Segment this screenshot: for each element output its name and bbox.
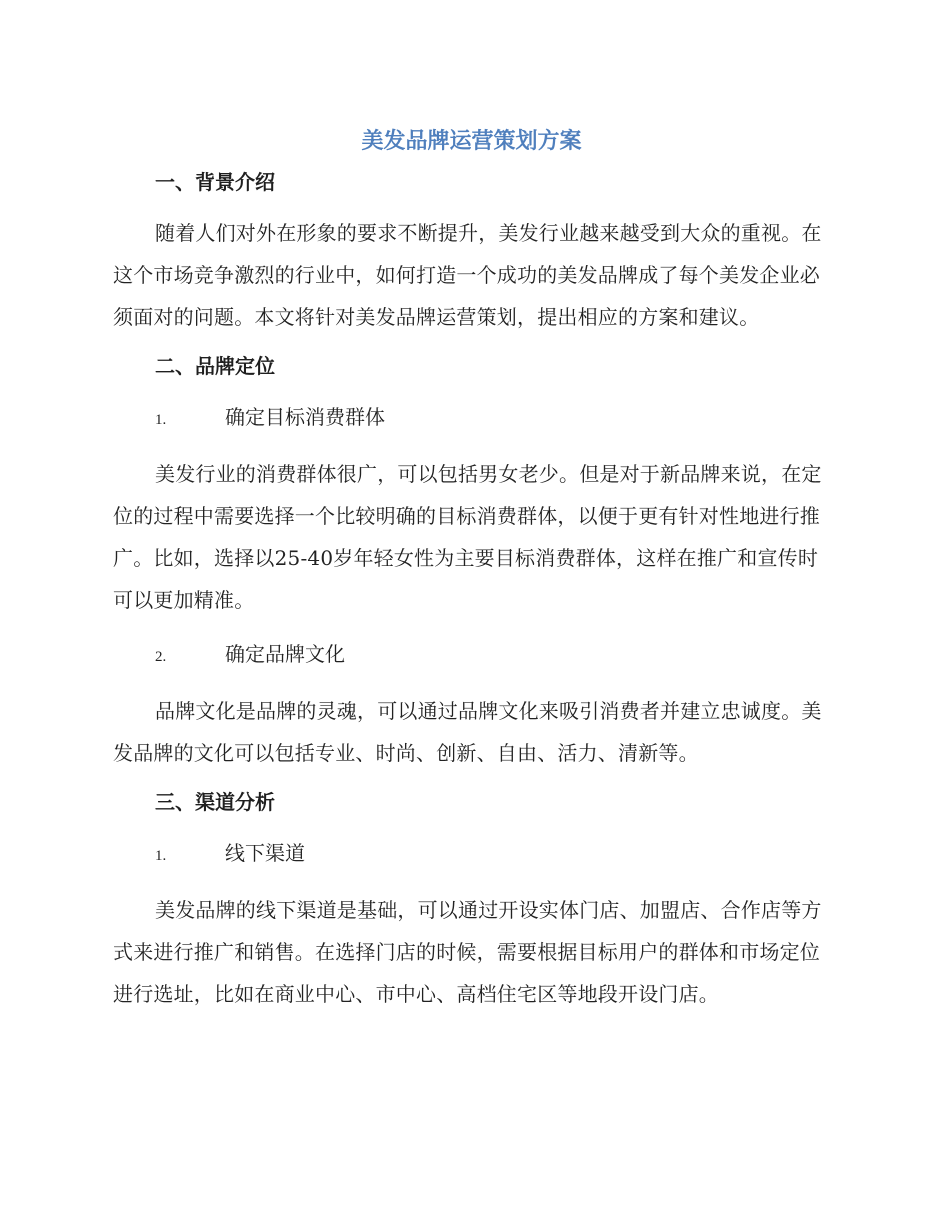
subsection-brand-culture: [155, 633, 830, 678]
subsection-offline-channel: [155, 832, 830, 877]
section-heading-brand-positioning: 二、品牌定位: [155, 354, 275, 378]
subsection-number: 2.: [155, 649, 167, 665]
subsection-title: 确定目标消费群体: [225, 405, 385, 429]
section-heading-channel-analysis: 三、渠道分析: [155, 790, 275, 814]
target-audience-paragraph: 美发行业的消费群体很广，可以包括男女老少。但是对于新品牌来说，在定位的过程中需要选择一个比较明确的目标消费群体，以便于更有针对性地进行推广。比如，选择以25-40岁年轻女性为主要目标消费群体，这样在推广和宣传时可以更加精准。: [113, 462, 822, 612]
subsection-number: 1.: [155, 848, 167, 864]
background-paragraph: 随着人们对外在形象的要求不断提升，美发行业越来越受到大众的重视。在这个市场竞争激烈的行业中，如何打造一个成功的美发品牌成了每个美发企业必须面对的问题。本文将针对美发品牌运营策划，提出相应的方案和建议。: [113, 221, 822, 329]
subsection-title: 线下渠道: [225, 841, 305, 865]
document-title: 美发品牌运营策划方案: [361, 129, 582, 154]
offline-channel-paragraph: 美发品牌的线下渠道是基础，可以通过开设实体门店、加盟店、合作店等方式来进行推广和销售。在选择门店的时候，需要根据目标用户的群体和市场定位进行选址，比如在商业中心、市中心、高档住宅区等地段开设门店。: [113, 898, 822, 1006]
subsection-target-audience: [155, 396, 830, 441]
section-heading-background: 一、背景介绍: [155, 170, 275, 194]
subsection-title: 确定品牌文化: [225, 642, 345, 666]
subsection-number: 1.: [155, 412, 167, 428]
brand-culture-paragraph: 品牌文化是品牌的灵魂，可以通过品牌文化来吸引消费者并建立忠诚度。美发品牌的文化可以包括专业、时尚、创新、自由、活力、清新等。: [113, 699, 822, 765]
